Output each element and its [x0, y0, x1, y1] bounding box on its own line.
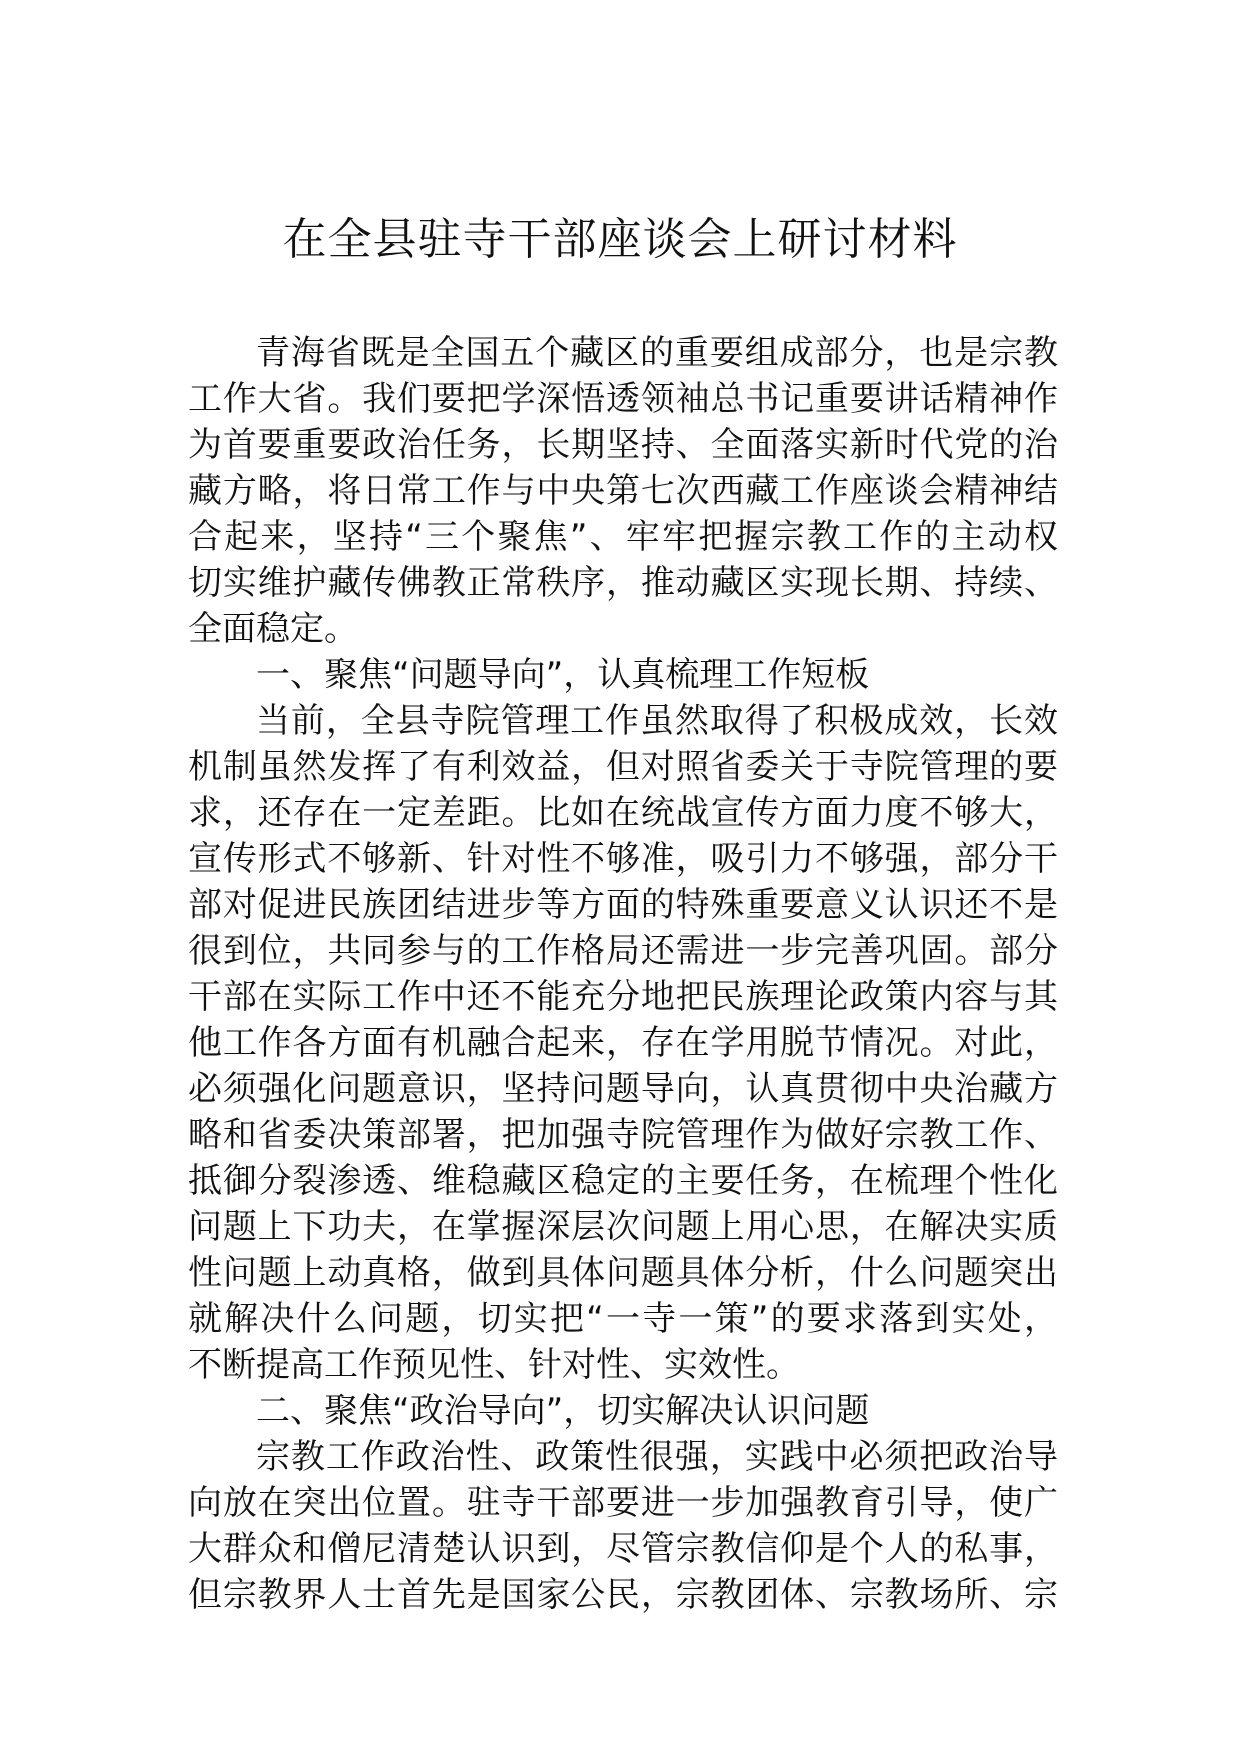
text-line: 工作大省。我们要把学深悟透领袖总书记重要讲话精神作 [188, 379, 1058, 419]
text-line: 当前，全县寺院管理工作虽然取得了积极成效，长效 [256, 701, 1058, 741]
text-line: 合起来，坚持“三个聚焦”、牢牢把握宗教工作的主动权 [188, 517, 1058, 557]
text-line: 青海省既是全国五个藏区的重要组成部分，也是宗教 [256, 333, 1058, 373]
text-line: 干部在实际工作中还不能充分地把民族理论政策内容与其 [188, 977, 1058, 1017]
text-line: 向放在突出位置。驻寺干部要进一步加强教育引导，使广 [188, 1483, 1058, 1523]
text-line: 宗教工作政治性、政策性很强，实践中必须把政治导 [256, 1437, 1058, 1477]
text-line: 宣传形式不够新、针对性不够准，吸引力不够强，部分干 [188, 839, 1058, 879]
text-line: 就解决什么问题，切实把“一寺一策”的要求落到实处， [188, 1299, 1058, 1339]
text-line: 抵御分裂渗透、维稳藏区稳定的主要任务，在梳理个性化 [188, 1161, 1058, 1201]
text-line: 全面稳定。 [188, 609, 358, 649]
text-line: 他工作各方面有机融合起来，存在学用脱节情况。对此， [188, 1023, 1058, 1063]
document-body [188, 330, 1058, 1618]
text-line: 必须强化问题意识，坚持问题导向，认真贯彻中央治藏方 [188, 1069, 1058, 1109]
text-line: 为首要重要政治任务，长期坚持、全面落实新时代党的治 [188, 425, 1058, 465]
text-line: 问题上下功夫，在掌握深层次问题上用心思，在解决实质 [188, 1207, 1058, 1247]
section-heading: 二、聚焦“政治导向”，切实解决认识问题 [256, 1391, 870, 1431]
text-line: 切实维护藏传佛教正常秩序，推动藏区实现长期、持续、 [188, 563, 1058, 603]
text-line: 机制虽然发挥了有利效益，但对照省委关于寺院管理的要 [188, 747, 1058, 787]
text-line: 部对促进民族团结进步等方面的特殊重要意义认识还不是 [188, 885, 1058, 925]
text-line: 大群众和僧尼清楚认识到，尽管宗教信仰是个人的私事， [188, 1529, 1058, 1569]
text-line: 略和省委决策部署，把加强寺院管理作为做好宗教工作、 [188, 1115, 1058, 1155]
text-line: 藏方略，将日常工作与中央第七次西藏工作座谈会精神结 [188, 471, 1058, 511]
text-line: 求，还存在一定差距。比如在统战宣传方面力度不够大， [188, 793, 1058, 833]
text-line: 很到位，共同参与的工作格局还需进一步完善巩固。部分 [188, 931, 1058, 971]
text-line: 但宗教界人士首先是国家公民，宗教团体、宗教场所、宗 [188, 1575, 1058, 1615]
text-line: 性问题上动真格，做到具体问题具体分析，什么问题突出 [188, 1253, 1058, 1293]
text-line: 不断提高工作预见性、针对性、实效性。 [188, 1345, 800, 1385]
section-heading: 一、聚焦“问题导向”，认真梳理工作短板 [256, 655, 870, 695]
document-title: 在全县驻寺干部座谈会上研讨材料 [282, 214, 958, 265]
